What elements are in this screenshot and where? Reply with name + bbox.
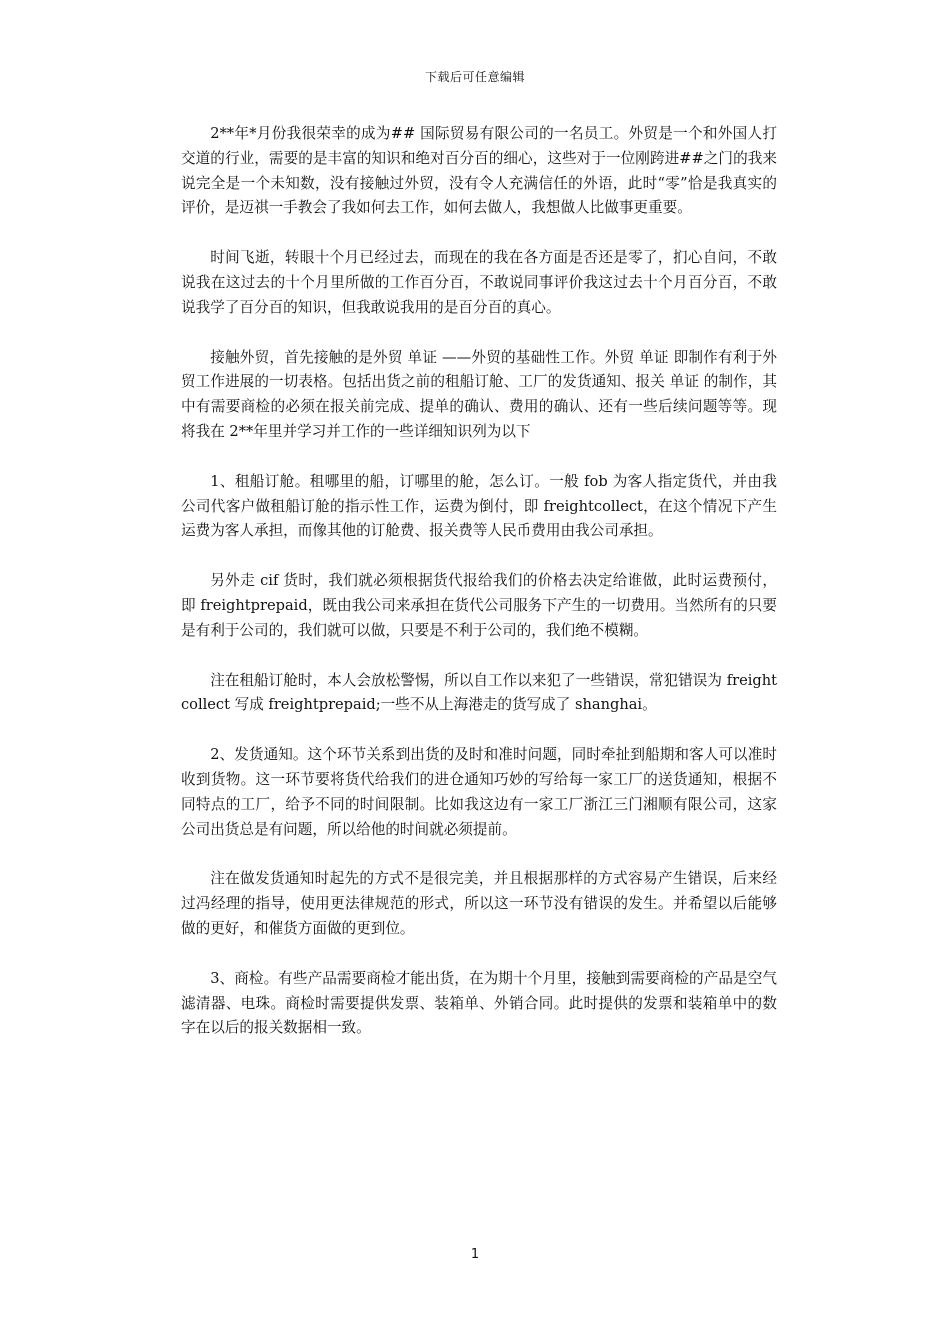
page-number: 1 [470,1247,480,1262]
paragraph-intro: 2**年*月份我很荣幸的成为## 国际贸易有限公司的一名员工。外贸是一个和外国人打交道的行业，需要的是丰富的知识和绝对百分百的细心，这些对于一位刚跨进##之门的我来说完全是一个未知数，没有接触过外贸，没有令人充满信任的外语，此时“零”恰是我真实的评价，是迈祺一手教会了我如何去工作，如何去做人，我想做人比做事更重要。 [181,125,777,217]
document-body [181,122,777,1066]
paragraph-reflection: 时间飞逝，转眼十个月已经过去，而现在的我在各方面是否还是零了，扪心自问，不敢说我在这过去的十个月里所做的工作百分百，不敢说同事评价我这过去十个月百分百，不敢说我学了百分百的知识，但我敢说我用的是百分百的真心。 [181,249,777,316]
paragraph-booking-note: 注在租船订舱时，本人会放松警惕，所以自工作以来犯了一些错误，常犯错误为 freightcollect 写成 freightprepaid;一些不从上海港走的货写成了 shanghai。 [181,671,777,714]
paragraph-foreign-trade-documents: 接触外贸，首先接触的是外贸 单证 ——外贸的基础性工作。外贸 单证 即制作有利于外贸工作进展的一切表格。包括出货之前的租船订舱、工厂的发货通知、报关 单证 的制作，其中有需要商检的必须在报关前完成、提单的确认、费用的确认、还有一些后续问题等等。现将我在 2**年里并学习并工作的一些详细知识列为以下 [181,348,777,440]
paragraph-delivery-note: 注在做发货通知时起先的方式不是很完美，并且根据那样的方式容易产生错误，后来经过冯经理的指导，使用更法律规范的形式，所以这一环节没有错误的发生。并希望以后能够做的更好，和催货方面做的更到位。 [181,870,777,937]
paragraph-delivery-notice: 2、发货通知。这个环节关系到出货的及时和准时问题，同时牵扯到船期和客人可以准时收到货物。这一环节要将货代给我们的进仓通知巧妙的写给每一家工厂的送货通知，根据不同特点的工厂，给予不同的时间限制。比如我这边有一家工厂浙江三门湘顺有限公司，这家公司出货总是有问题，所以给他的时间就必须提前。 [181,746,777,838]
paragraph-commodity-inspection: 3、商检。有些产品需要商检才能出货，在为期十个月里，接触到需要商检的产品是空气滤清器、电珠。商检时需要提供发票、装箱单、外销合同。此时提供的发票和装箱单中的数字在以后的报关数据相一致。 [181,969,777,1037]
page-header: 下载后可任意编辑 [424,70,525,84]
paragraph-cif-shipping: 另外走 cif 货时，我们就必须根据货代报给我们的价格去决定给谁做，此时运费预付，即 freightprepaid，既由我公司来承担在货代公司服务下产生的一切费用。当然所有的只要是有利于公司的，我们就可以做，只要是不利于公司的，我们绝不模糊。 [181,572,777,639]
paragraph-chartering-booking: 1、租船订舱。租哪里的船，订哪里的舱，怎么订。一般 fob 为客人指定货代，并由我公司代客户做租船订舱的指示性工作，运费为倒付，即 freightcollect，在这个情况下产生运费为客人承担，而像其他的订舱费、报关费等人民币费用由我公司承担。 [181,472,777,540]
